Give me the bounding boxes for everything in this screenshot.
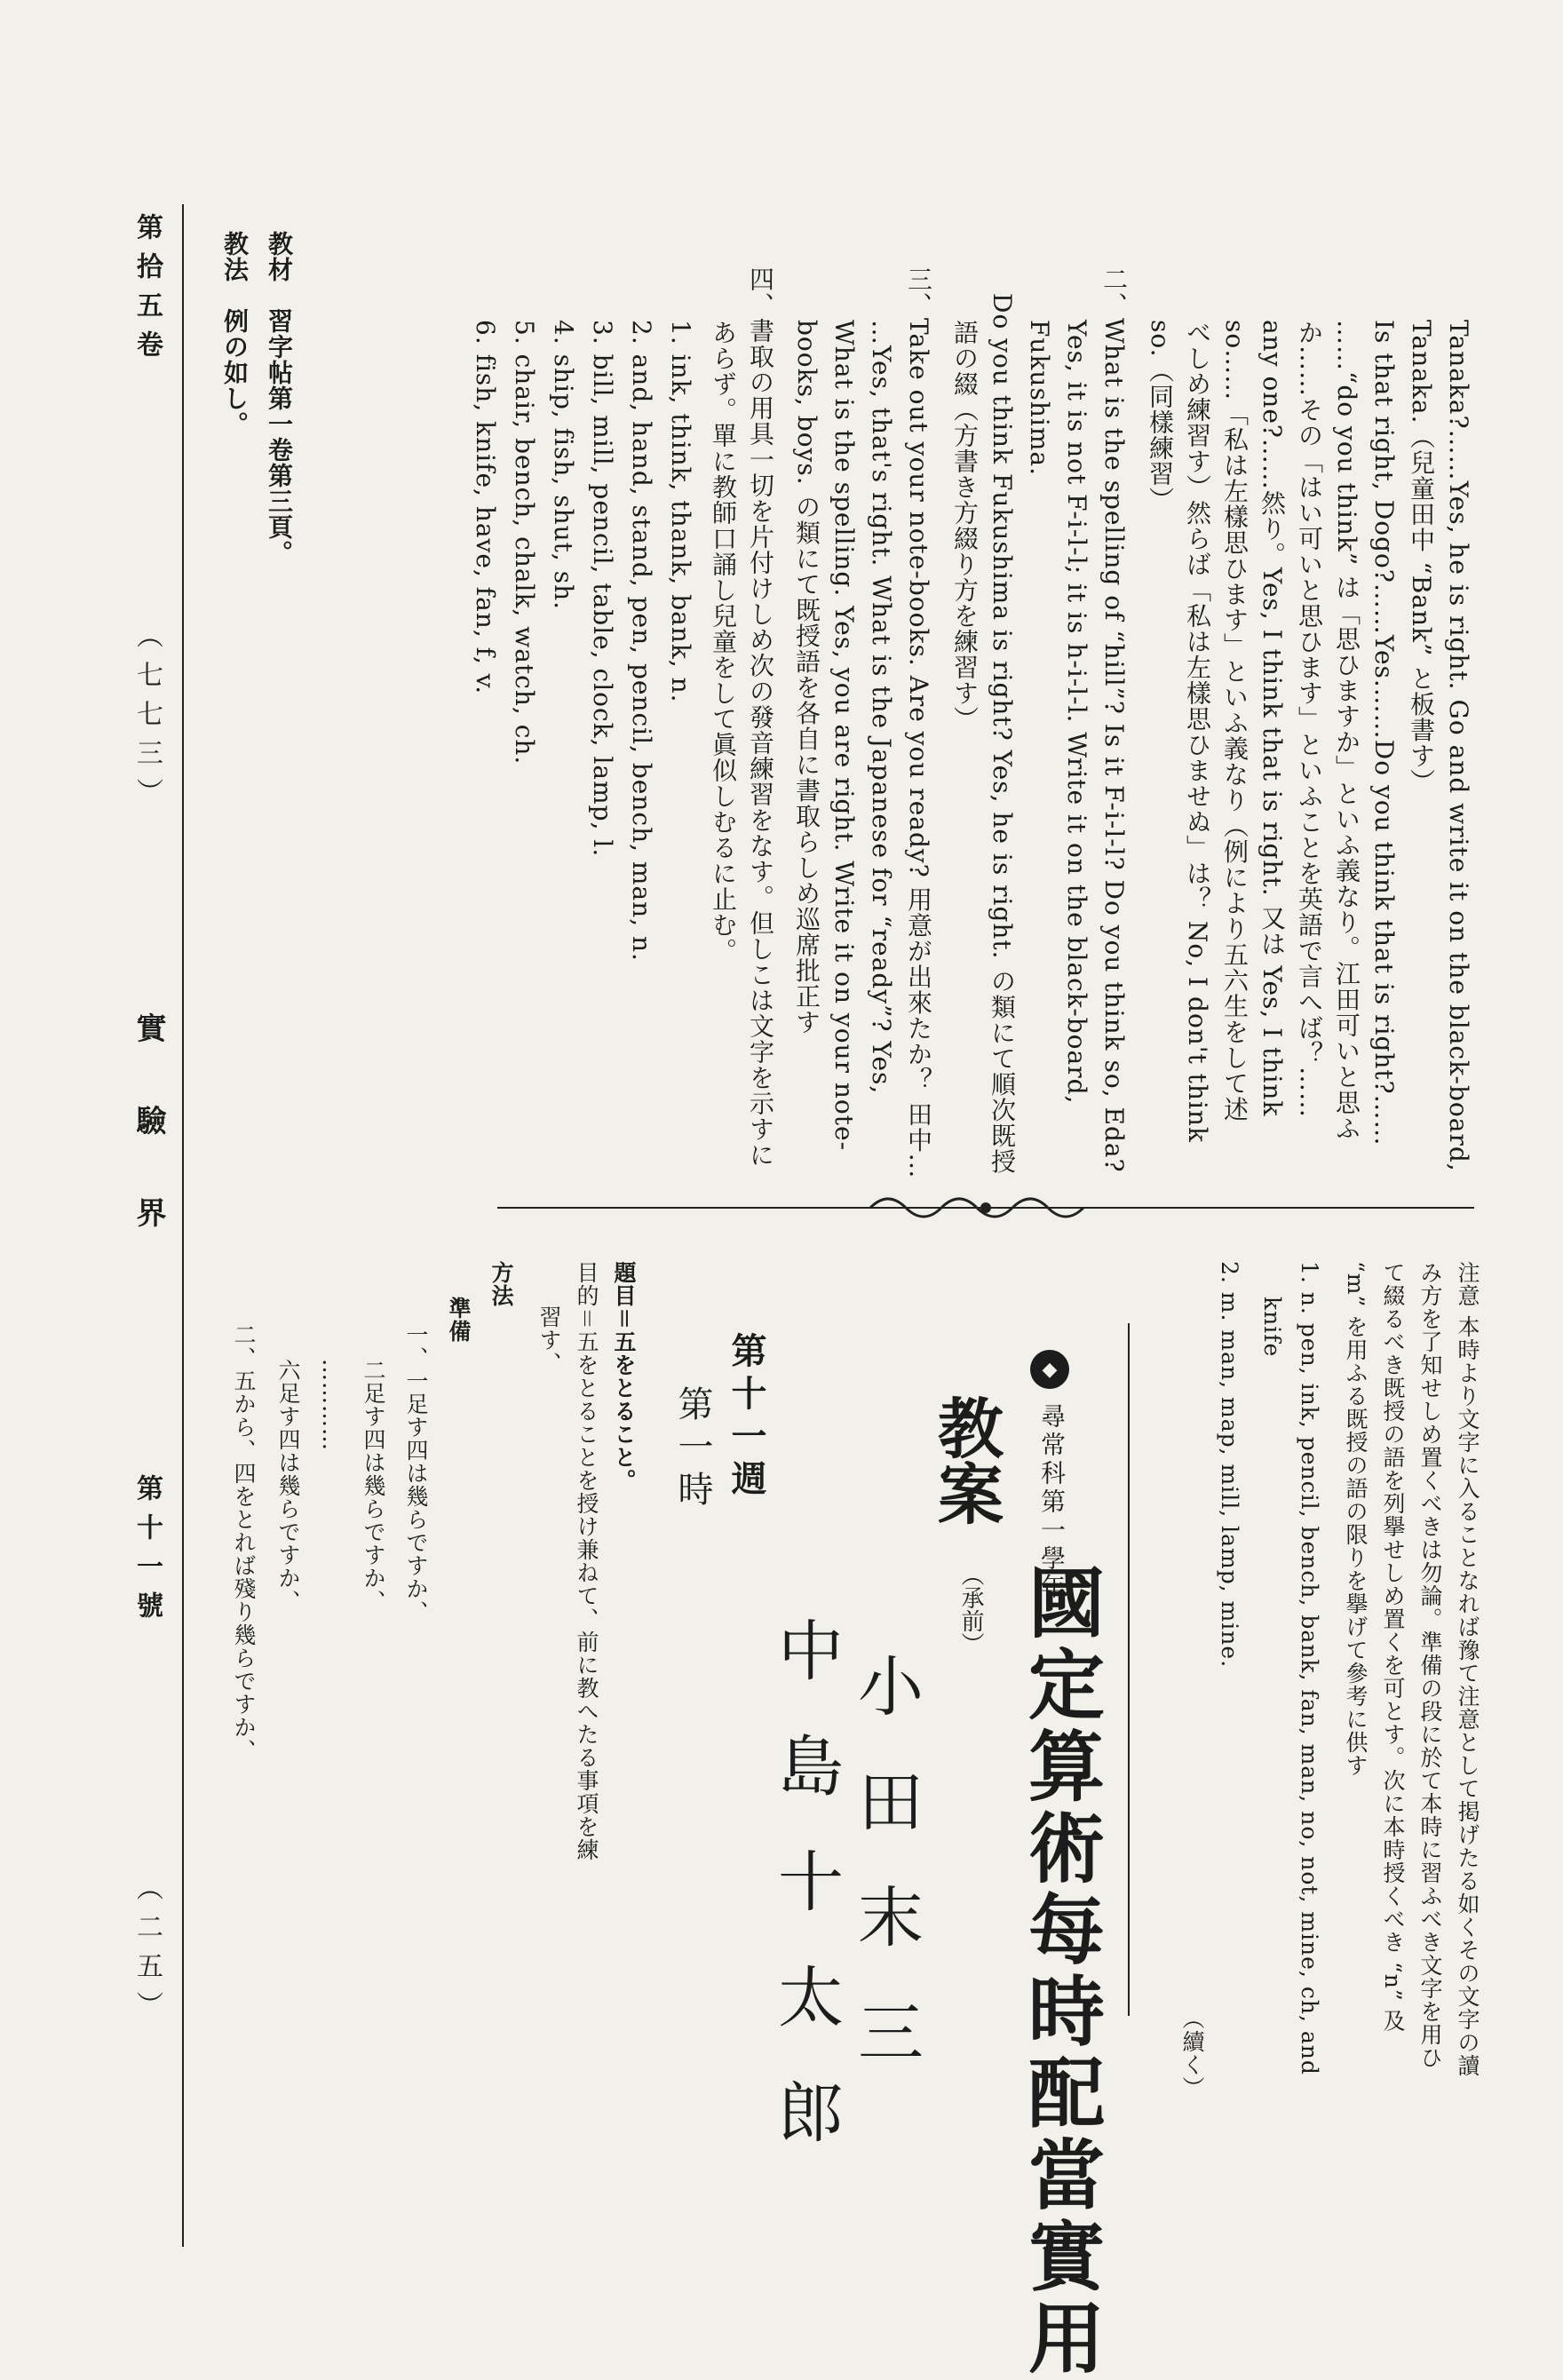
ornamental-divider	[497, 1181, 1474, 1234]
kyoan-continued: （承前）	[957, 1563, 984, 1655]
plan-column: 六足す四は幾らですか、	[275, 1359, 301, 1613]
volume-label: 第拾五卷	[131, 213, 163, 369]
text-column: Tanaka?……Yes, he is right. Go and write it on the black-board,	[1444, 320, 1473, 1172]
article-title: 國定算術每時配當實用	[1015, 1563, 1105, 2380]
text-column: 6. fish, knife, have, fan, f, v.	[471, 320, 500, 695]
note-column: み方を了知せしめ置くべきは勿論。準備の段に於て本時に習ふべき文字を用ひ	[1417, 1261, 1443, 2069]
text-column: 1. ink, think, thank, bank, n.	[666, 320, 695, 703]
text-column: Is that right, Dogo?……Yes.……Do you think that is right?……	[1369, 320, 1399, 1146]
header-rule	[182, 204, 184, 2247]
text-column: any one?……然り。Yes, I think that is right. 又は Yes, I think	[1258, 320, 1287, 1117]
plan-column: 二足す四は幾らですか、	[361, 1359, 386, 1613]
text-column: 二、What is the spelling of “hill”? Is it F-i-l-l? Do you think so, Eda?	[1099, 266, 1129, 1173]
note-column: “m” を用ふる既授の語の限りを擧げて參考に供す	[1343, 1261, 1369, 1778]
text-column: 3. bill, mill, pencil, table, clock, lamp, l.	[588, 320, 617, 858]
note-column: 2. m. man, map, mill, lamp, mine.	[1217, 1261, 1242, 1669]
note-column: 1. n. pen, ink, pencil, bench, bank, fan, man, no, not, mine, ch, and	[1297, 1261, 1322, 2075]
series-badge-icon: ◆	[1030, 1350, 1069, 1389]
text-column: so.（同樣練習）	[1146, 320, 1175, 512]
week-heading: 第十一週	[726, 1332, 767, 1503]
text-column: 三、Take out your note-books. Are you ready? 用意が出來たか？ 田中…	[904, 266, 933, 1179]
text-column: 四、書取の用具一切を片付けしめ次の發音練習をなす。但しこは文字を示すに	[746, 266, 775, 1168]
materials-line: 教材 習字帖第一卷第三頁。	[265, 231, 294, 566]
page-number-right: （二五）	[131, 1874, 163, 2030]
plan-column: 目的＝五をとることを授け兼ねて、前に教へたる事項を練	[574, 1261, 599, 1862]
text-column: べしめ練習す）然らば「私は左樣思ひませぬ」は？ No, I don't think	[1183, 320, 1212, 1143]
text-column: Tanaka.（兒童田中 “Bank” と板書す）	[1407, 320, 1436, 795]
text-column: 4. ship, fish, shut, sh.	[549, 320, 578, 611]
plan-column: 習す、	[536, 1305, 562, 1375]
issue-label: 第十一號	[131, 1474, 163, 1630]
page-number-left: （七七三）	[131, 622, 163, 817]
note-column: knife	[1259, 1297, 1285, 1358]
plan-column: 準備	[446, 1297, 472, 1343]
text-column: Do you think Fukushima is right? Yes, he is right. の類にて順次既授	[988, 293, 1017, 1175]
lesson-heading: 第一時	[672, 1385, 713, 1513]
plan-column: 二、五から、四をとれば殘り幾らですか、	[231, 1323, 257, 1762]
note-column: 注意 本時より文字に入ることなれば豫て注意として掲げたる如くその文字の讀	[1455, 1261, 1480, 2077]
text-column: 語の綴（方書き方綴り方を練習す）	[950, 320, 980, 732]
text-column: あらず。單に教師口誦し兒童をして眞似しむるに止む。	[709, 320, 738, 964]
text-column: Fukushima.	[1025, 320, 1054, 476]
text-column: 5. chair, bench, chalk, watch, ch.	[510, 320, 539, 766]
text-column: か……その「はい可いと思ひます」といふことを英語で言へば？……	[1295, 320, 1324, 1118]
author-name: 中島十太郎	[767, 1616, 844, 2194]
plan-column: 一、一足す四は幾らですか、	[403, 1323, 429, 1623]
text-column: What is the spelling. Yes, you are right. Write it on your note-	[829, 320, 859, 1152]
magazine-title: 實驗界	[131, 1012, 166, 1289]
text-column: ……“do you think” は「思ひますか」といふ義なり。江田可いと思ふ	[1332, 320, 1361, 1142]
kyoan-title: 教案	[927, 1394, 1004, 1526]
title-rule	[1128, 1323, 1130, 2016]
continues-note: （續く）	[1179, 2007, 1205, 2099]
method-line: 教法 例の如し。	[220, 231, 250, 437]
series-label: 尋常科第一學年	[1037, 1403, 1067, 1602]
text-column: …Yes, that's right. What is the Japanese for “ready”? Yes,	[867, 320, 896, 1095]
text-column: so……「私は左樣思ひます」といふ義なり（例により五六生をして述	[1220, 320, 1250, 1123]
plan-column: …………	[318, 1359, 344, 1451]
author-name: 小田末三	[847, 1652, 924, 2114]
text-column: books, boys. の類にて既授語を各自に書取らしめ巡席批正す	[792, 320, 821, 1035]
note-column: て綴るべき既授の語を列擧せしめ置くを可とす。次に本時授くべき “n” 及	[1380, 1261, 1406, 2033]
plan-column: 題目＝五をとること。	[611, 1261, 637, 1493]
text-column: Yes, it is not F-i-l-l; it is h-i-l-l. Write it on the black-board,	[1062, 320, 1091, 1105]
plan-column: 方法	[488, 1261, 514, 1307]
text-column: 2. and, hand, stand, pen, pencil, bench, man, n.	[627, 320, 656, 962]
